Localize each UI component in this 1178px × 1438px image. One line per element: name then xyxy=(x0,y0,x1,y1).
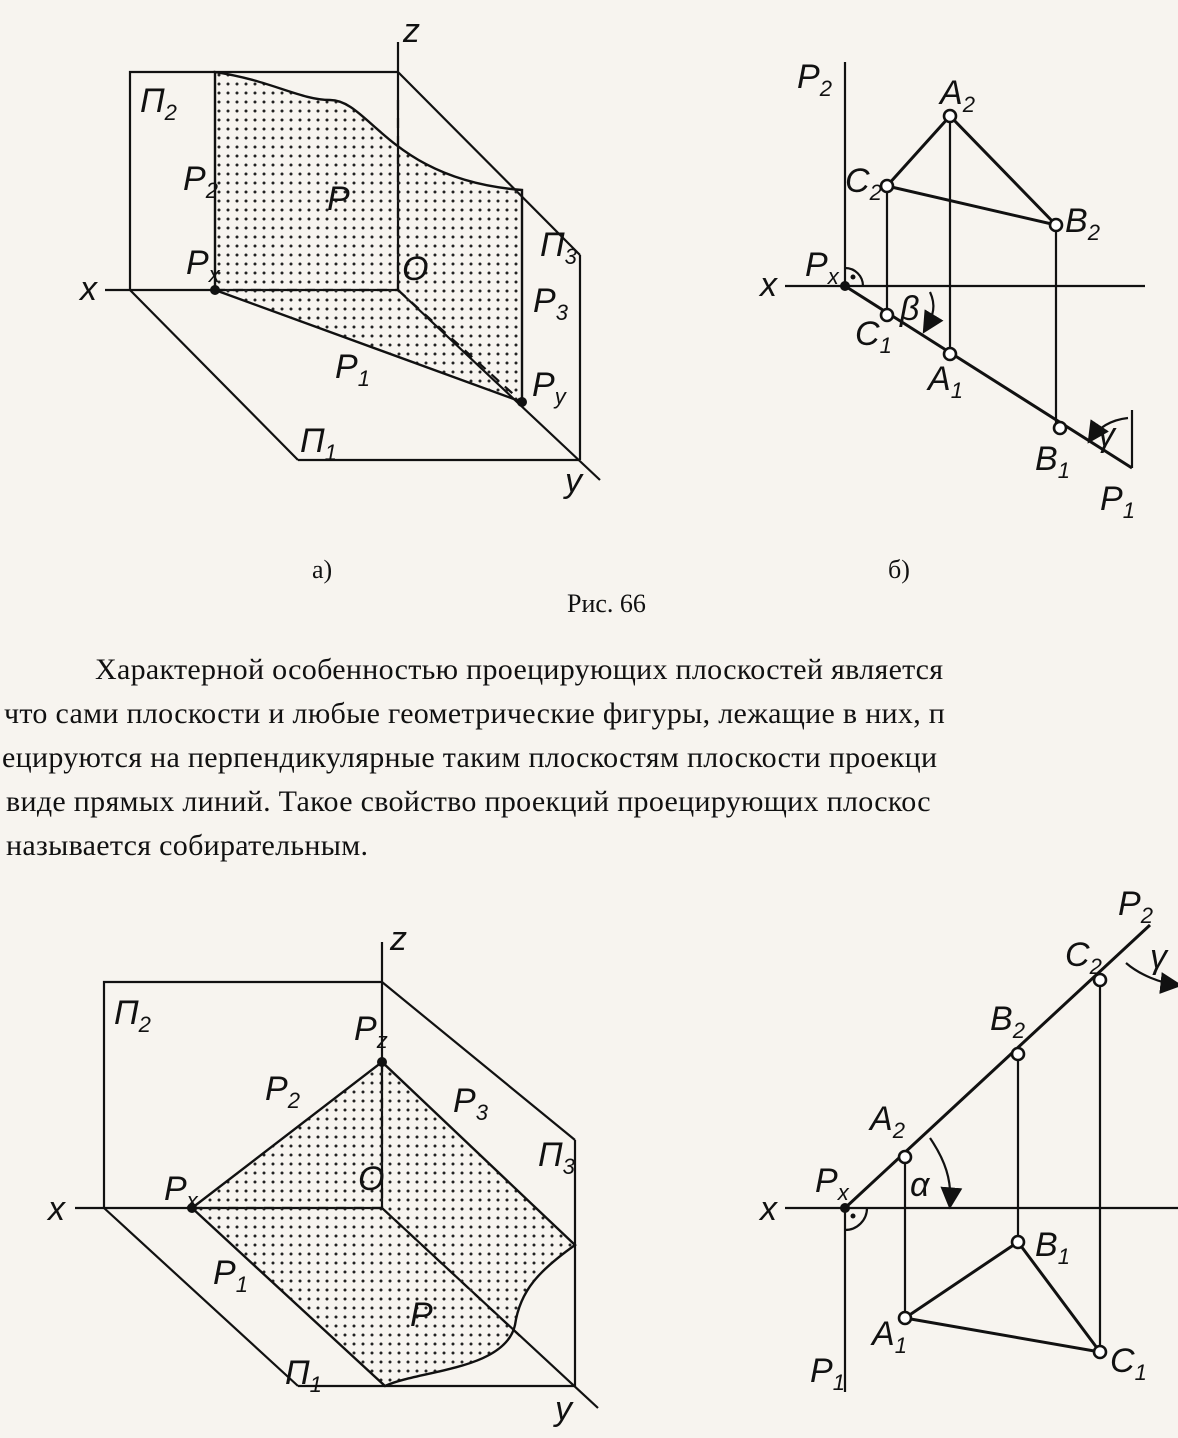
figure-caption: Рис. 66 xyxy=(567,589,646,618)
triangle-v xyxy=(887,116,1056,225)
label-b1: $B_1$ xyxy=(1035,1226,1070,1269)
paragraph-line-4: виде прямых линий. Такое свойство проекций проецирующих плоскос xyxy=(6,785,931,818)
label-y: y xyxy=(565,462,582,500)
label-pi3: $П_3$ xyxy=(540,226,577,269)
label-px: $P_x$ xyxy=(815,1162,849,1205)
pz-point xyxy=(377,1057,387,1067)
label-gamma: γ xyxy=(1098,416,1115,454)
label-py: $P_y$ xyxy=(532,366,566,409)
label-x: x xyxy=(760,1190,777,1228)
paragraph-line-5: называется собирательным. xyxy=(6,829,369,862)
label-gamma: γ xyxy=(1150,938,1167,976)
label-c2: $C_2$ xyxy=(1065,936,1102,979)
label-b2: $B_2$ xyxy=(990,1000,1025,1043)
point-b1 xyxy=(1054,422,1066,434)
label-a2: $A_2$ xyxy=(870,1100,905,1143)
beta-arc xyxy=(925,292,933,330)
label-z: z xyxy=(390,920,407,958)
label-x: x xyxy=(48,1190,65,1228)
label-a1: $A_1$ xyxy=(872,1315,907,1358)
paragraph-line-2: что сами плоскости и любые геометрические фигуры, лежащие в них, п xyxy=(4,697,946,730)
figure-66a xyxy=(78,12,600,584)
trace-p2 xyxy=(845,925,1150,1208)
label-y: y xyxy=(555,1390,572,1428)
pi1-left-edge xyxy=(130,290,298,460)
point-c1 xyxy=(1094,1346,1106,1358)
label-pi1: $П_1$ xyxy=(300,422,337,465)
point-b1 xyxy=(1012,1236,1024,1248)
label-alpha: α xyxy=(910,1166,930,1204)
label-px: $P_x$ xyxy=(186,244,220,287)
point-a2 xyxy=(899,1151,911,1163)
figure-66b xyxy=(758,58,1145,584)
label-beta: β xyxy=(900,290,920,328)
alpha-arc xyxy=(930,1138,950,1205)
paragraph-line-1: Характерной особенностью проецирующих плоскостей являетcя xyxy=(95,653,944,686)
label-px: $P_x$ xyxy=(805,246,839,289)
label-z: z xyxy=(403,12,420,50)
point-px xyxy=(840,281,850,291)
label-p1: $P_1$ xyxy=(1100,480,1135,523)
label-p3: $P_3$ xyxy=(453,1082,488,1125)
label-p1: $P_1$ xyxy=(213,1254,248,1297)
label-a1: $A_1$ xyxy=(928,360,963,403)
paragraph-line-3: ецируются на перпендикулярные таким плоскостям плоскости проекци xyxy=(2,741,938,774)
label-pi2: $П_2$ xyxy=(140,82,177,125)
label-p1: $P_1$ xyxy=(810,1352,845,1395)
body-paragraph xyxy=(0,648,1178,868)
label-px: $P_x$ xyxy=(164,1170,198,1213)
label-a2: $A_2$ xyxy=(940,74,975,117)
caption-a: а) xyxy=(312,555,333,584)
point-c1 xyxy=(881,309,893,321)
label-x: x xyxy=(80,270,97,308)
point-b2 xyxy=(1012,1048,1024,1060)
label-x: x xyxy=(760,266,777,304)
label-pz: $P_z$ xyxy=(354,1010,388,1053)
right-angle-dot xyxy=(851,1214,856,1219)
triangle-h xyxy=(905,1242,1100,1352)
label-p: P xyxy=(327,180,350,218)
plane-p xyxy=(192,1062,575,1386)
caption-b: б) xyxy=(888,555,910,584)
label-c2: $C_2$ xyxy=(845,162,882,205)
label-c1: $C_1$ xyxy=(1110,1342,1147,1385)
point-a1 xyxy=(899,1312,911,1324)
label-p3: $P_3$ xyxy=(533,282,568,325)
label-p2: $P_2$ xyxy=(1118,885,1153,928)
point-b2 xyxy=(1050,219,1062,231)
label-pi2: $П_2$ xyxy=(114,994,151,1037)
label-p1: $P_1$ xyxy=(335,348,370,391)
label-pi3: $П_3$ xyxy=(538,1136,575,1179)
py-point xyxy=(517,397,527,407)
point-a1 xyxy=(944,348,956,360)
right-angle-dot xyxy=(851,275,856,280)
label-origin: O xyxy=(358,1160,385,1198)
label-b1: $B_1$ xyxy=(1035,440,1070,483)
label-pi1: $П_1$ xyxy=(285,1354,322,1397)
label-p: P xyxy=(410,1296,433,1334)
label-c1: $C_1$ xyxy=(855,315,892,358)
figure-bottom-right xyxy=(758,885,1178,1395)
point-c2 xyxy=(881,180,893,192)
label-origin: O xyxy=(402,250,429,288)
plane-p xyxy=(215,72,522,402)
label-p2: $P_2$ xyxy=(183,160,218,203)
figure-bottom-left xyxy=(46,920,598,1428)
label-b2: $B_2$ xyxy=(1065,202,1100,245)
label-p2: $P_2$ xyxy=(265,1070,300,1113)
label-p2: $P_2$ xyxy=(797,58,832,101)
